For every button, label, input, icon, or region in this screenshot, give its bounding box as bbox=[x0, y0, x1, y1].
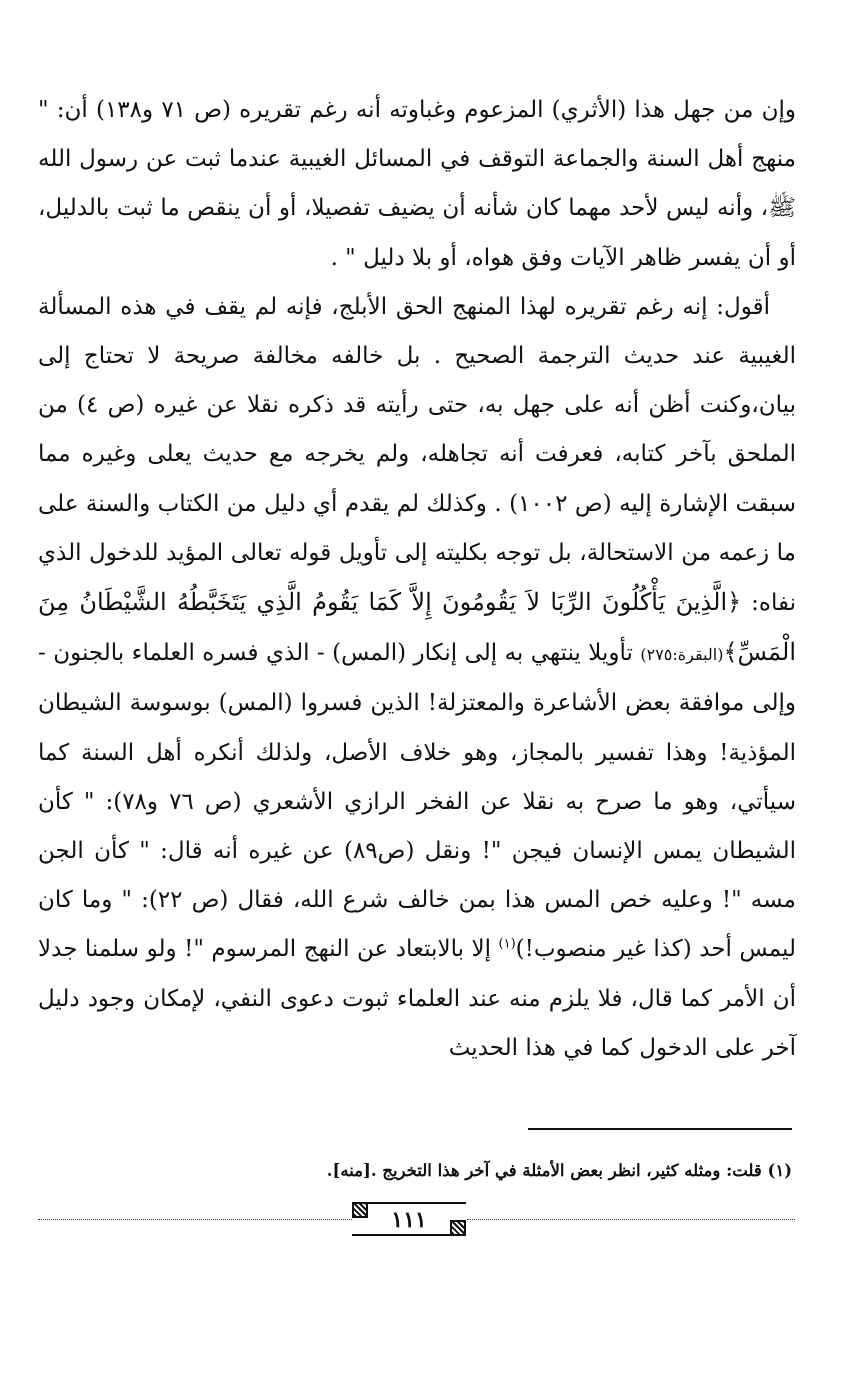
footer-dotted-line-right bbox=[467, 1219, 795, 1220]
verse-reference: (البقرة:٢٧٥) bbox=[640, 645, 724, 665]
quran-verse: ﴿الَّذِينَ يَأْكُلُونَ الرِّبَا لاَ يَقُومُونَ إِلاَّ كَمَا يَقُومُ الَّذِي يَتَخَبَّطُهُ الشَّيْطَانُ مِنَ الْمَسِّ﴾ bbox=[38, 588, 796, 667]
paragraph-2 bbox=[38, 283, 796, 1073]
footer-dotted-line-left bbox=[38, 1219, 352, 1220]
paragraph-2-text-a: أقول: إنه رغم تقريره لهذا المنهج الحق الأبلج، فإنه لم يقف في هذه المسألة الغيبية عند حديث الترجمة الصحيح . بل خالفه مخالفة صريحة لا تحتاج إلى بيان،وكنت أظن أنه على جهل به، حتى رأيته قد ذكره نقلا عن غيره (ص ٤) من الملحق بآخر كتابه، فعرفت أنه تجاهله، ولم يخرجه مع حديث يعلى وغيره مما سبقت الإشارة إليه (ص ١٠٠٢) . وكذلك لم يقدم أي دليل من الكتاب والسنة على ما زعمه من الاستحالة، بل توجه بكليته إلى تأويل قوله تعالى المؤيد للدخول الذي نفاه: bbox=[38, 293, 797, 617]
footnote: (١) قلت: ومثله كثير، انظر بعض الأمثلة في آخر هذا التخريج .[منه]. bbox=[326, 1161, 792, 1180]
main-text bbox=[38, 86, 796, 1073]
paragraph-1-text: وإن من جهل هذا (الأثري) المزعوم وغباوته أنه رغم تقريره (ص ٧١ و١٣٨) أن: " منهج أهل السنة والجماعة التوقف في المسائل الغيبية عندما ثبت عن رسول الله ﷺ، وأنه ليس لأحد مهما كان شأنه أن يضيف تفصيلا، أو أن ينقص ما ثبت بالدليل، أو أن يفسر ظاهر الآيات وفق هواه، أو بلا دليل " . bbox=[38, 97, 796, 271]
page-number: ١١١ bbox=[391, 1207, 427, 1233]
paragraph-2-text-b: تأويلا ينتهي به إلى إنكار (المس) - الذي فسره العلماء بالجنون - وإلى موافقة بعض الأشاعرة والمعتزلة! الذين فسروا (المس) بوسوسة الشيطان المؤذية! وهذا تفسير بالمجاز، وهو خلاف الأصل، ولذلك أنكره أهل السنة كما سيأتي، وهو ما صرح به نقلا عن الفخر الرازي الأشعري (ص ٧٦ و٧٨): " كأن الشيطان يمس الإنسان فيجن "! ونقل (ص٨٩) عن غيره أنه قال: " كأن الجن مسه "! وعليه خص المس هذا بمن خالف شرع الله، فقال (ص ٢٢): " وما كان ليمس أحد (كذا غير منصوب!) bbox=[38, 640, 797, 963]
page-number-box bbox=[352, 1202, 466, 1236]
footnote-separator bbox=[528, 1128, 792, 1130]
footnote-marker[interactable]: (١) bbox=[498, 936, 516, 952]
paragraph-1 bbox=[38, 86, 796, 283]
paragraph-2-text-c: إلا بالابتعاد عن النهج المرسوم "! ولو سلمنا جدلا أن الأمر كما قال، فلا يلزم منه عند العلماء ثبوت دعوى النفي، لإمكان وجود دليل آخر على الدخول كما في هذا الحديث bbox=[38, 936, 796, 1061]
